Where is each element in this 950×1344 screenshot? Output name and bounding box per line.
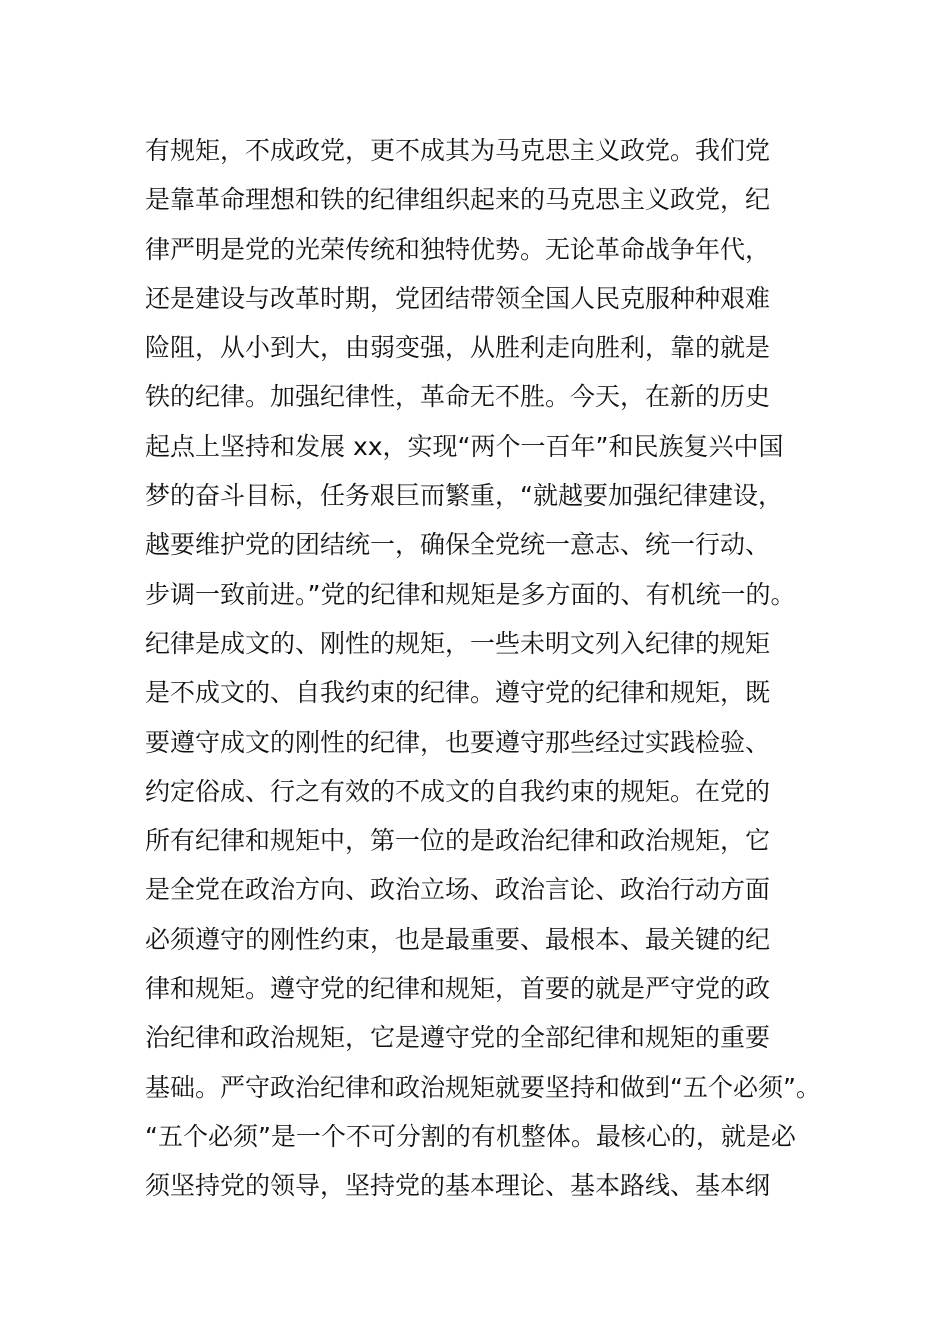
text-line: 必须遵守的刚性约束，也是最重要、最根本、最关键的纪 xyxy=(145,924,771,954)
text-line: 险阻，从小到大，由弱变强，从胜利走向胜利，靠的就是 xyxy=(145,333,771,363)
text-line: 律严明是党的光荣传统和独特优势。无论革命战争年代， xyxy=(145,234,771,264)
text-line: 越要维护党的团结统一，确保全党统一意志、统一行动、 xyxy=(145,530,771,560)
text-line: 治纪律和政治规矩，它是遵守党的全部纪律和规矩的重要 xyxy=(145,1023,771,1053)
text-line: 铁的纪律。加强纪律性，革命无不胜。今天，在新的历史 xyxy=(145,382,771,412)
text-line: 是靠革命理想和铁的纪律组织起来的马克思主义政党，纪 xyxy=(145,185,771,215)
body-text xyxy=(145,126,845,1211)
text-line: 须坚持党的领导，坚持党的基本理论、基本路线、基本纲 xyxy=(145,1171,771,1201)
text-line: 约定俗成、行之有效的不成文的自我约束的规矩。在党的 xyxy=(145,776,771,806)
text-line: 还是建设与改革时期，党团结带领全国人民克服种种艰难 xyxy=(145,283,771,313)
text-line: 所有纪律和规矩中，第一位的是政治纪律和政治规矩，它 xyxy=(145,826,771,856)
text-line: 起点上坚持和发展 xx，实现“两个一百年”和民族复兴中国 xyxy=(145,431,784,461)
text-line: 梦的奋斗目标，任务艰巨而繁重，“就越要加强纪律建设， xyxy=(145,481,783,511)
text-line: 基础。严守政治纪律和政治规矩就要坚持和做到“五个必须”。 xyxy=(145,1072,821,1102)
text-line: 律和规矩。遵守党的纪律和规矩，首要的就是严守党的政 xyxy=(145,974,771,1004)
text-line: 是不成文的、自我约束的纪律。遵守党的纪律和规矩，既 xyxy=(145,678,771,708)
text-line: 步调一致前进。”党的纪律和规矩是多方面的、有机统一的。 xyxy=(145,579,796,609)
text-line: 有规矩，不成政党，更不成其为马克思主义政党。我们党 xyxy=(145,136,771,165)
text-line: 是全党在政治方向、政治立场、政治言论、政治行动方面 xyxy=(145,875,771,905)
text-line: 要遵守成文的刚性的纪律，也要遵守那些经过实践检验、 xyxy=(145,727,771,757)
text-line: 纪律是成文的、刚性的规矩，一些未明文列入纪律的规矩 xyxy=(145,628,771,658)
text-line: “五个必须”是一个不可分割的有机整体。最核心的，就是必 xyxy=(145,1121,796,1151)
